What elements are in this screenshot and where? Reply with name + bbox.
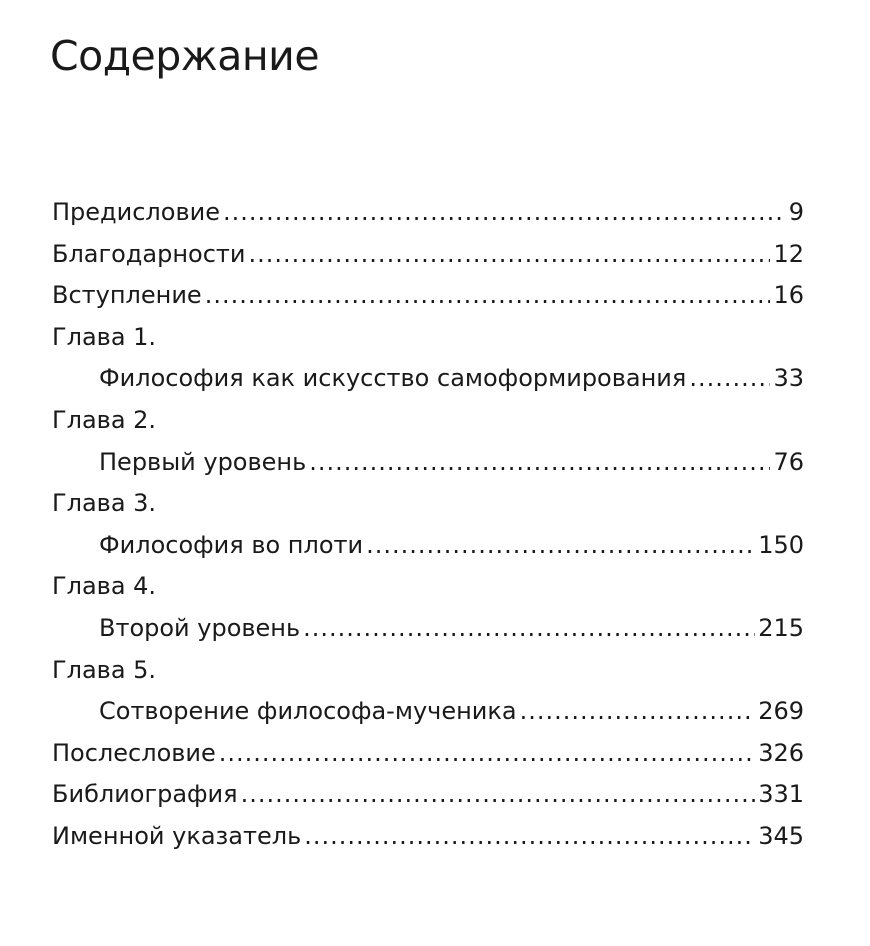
- dot-leader: [303, 608, 755, 650]
- chapter-number: Глава 2.: [52, 405, 157, 434]
- dot-leader: [223, 192, 786, 234]
- toc-entry-label: Философия во плоти: [99, 530, 364, 559]
- dot-leader: [520, 691, 756, 733]
- toc-entry-page: 150: [758, 530, 804, 559]
- toc-entry-page: 9: [788, 198, 804, 226]
- toc-entry-chapter-5[interactable]: [52, 691, 804, 733]
- toc-entry-label: Второй уровень: [99, 613, 301, 642]
- toc-entry-page: 326: [758, 738, 804, 767]
- toc-entry-label: Сотворение философа-мученика: [99, 697, 517, 726]
- dot-leader: [689, 358, 770, 400]
- toc-entry-label: Вступление: [52, 281, 202, 310]
- toc-entry-chapter-4[interactable]: [52, 608, 804, 650]
- table-of-contents: [52, 192, 804, 858]
- toc-chapter-heading-4: [52, 566, 804, 608]
- toc-chapter-heading-1: [52, 317, 804, 359]
- chapter-number: Глава 5.: [52, 655, 157, 684]
- toc-entry-page: 331: [758, 780, 804, 809]
- toc-entry-chapter-2[interactable]: [52, 442, 804, 484]
- toc-entry-page: 16: [773, 281, 804, 310]
- dot-leader: [241, 774, 756, 816]
- toc-entry-page: 345: [758, 821, 804, 850]
- toc-entry-chapter-1[interactable]: [52, 358, 804, 400]
- chapter-number: Глава 3.: [52, 489, 157, 518]
- chapter-number: Глава 4.: [52, 572, 157, 601]
- toc-entry-label: Философия как искусство самоформирования: [99, 364, 687, 393]
- toc-entry-label: Благодарности: [52, 239, 246, 268]
- toc-entry-label: Библиография: [52, 780, 238, 809]
- dot-leader: [249, 234, 771, 276]
- toc-entry-preface[interactable]: [52, 192, 804, 234]
- toc-chapter-heading-5: [52, 650, 804, 692]
- dot-leader: [205, 275, 771, 317]
- toc-entry-acknowledgements[interactable]: [52, 234, 804, 276]
- toc-entry-bibliography[interactable]: [52, 774, 804, 816]
- toc-entry-label: Первый уровень: [99, 447, 307, 476]
- toc-entry-label: Именной указатель: [52, 821, 302, 850]
- toc-entry-chapter-3[interactable]: [52, 525, 804, 567]
- toc-entry-label: Послесловие: [52, 738, 216, 767]
- toc-entry-afterword[interactable]: [52, 733, 804, 775]
- page-title: Содержание: [50, 32, 320, 80]
- toc-entry-page: 12: [773, 239, 804, 268]
- toc-entry-page: 33: [773, 364, 804, 393]
- dot-leader: [366, 525, 755, 567]
- toc-entry-page: 76: [773, 447, 804, 476]
- chapter-number: Глава 1.: [52, 322, 157, 351]
- toc-entry-introduction[interactable]: [52, 275, 804, 317]
- dot-leader: [219, 733, 755, 775]
- toc-entry-name-index[interactable]: [52, 816, 804, 858]
- toc-chapter-heading-3: [52, 483, 804, 525]
- dot-leader: [304, 816, 755, 858]
- dot-leader: [309, 442, 770, 484]
- toc-entry-label: Предисловие: [52, 198, 220, 226]
- toc-entry-page: 215: [758, 613, 804, 642]
- toc-entry-page: 269: [758, 697, 804, 726]
- toc-chapter-heading-2: [52, 400, 804, 442]
